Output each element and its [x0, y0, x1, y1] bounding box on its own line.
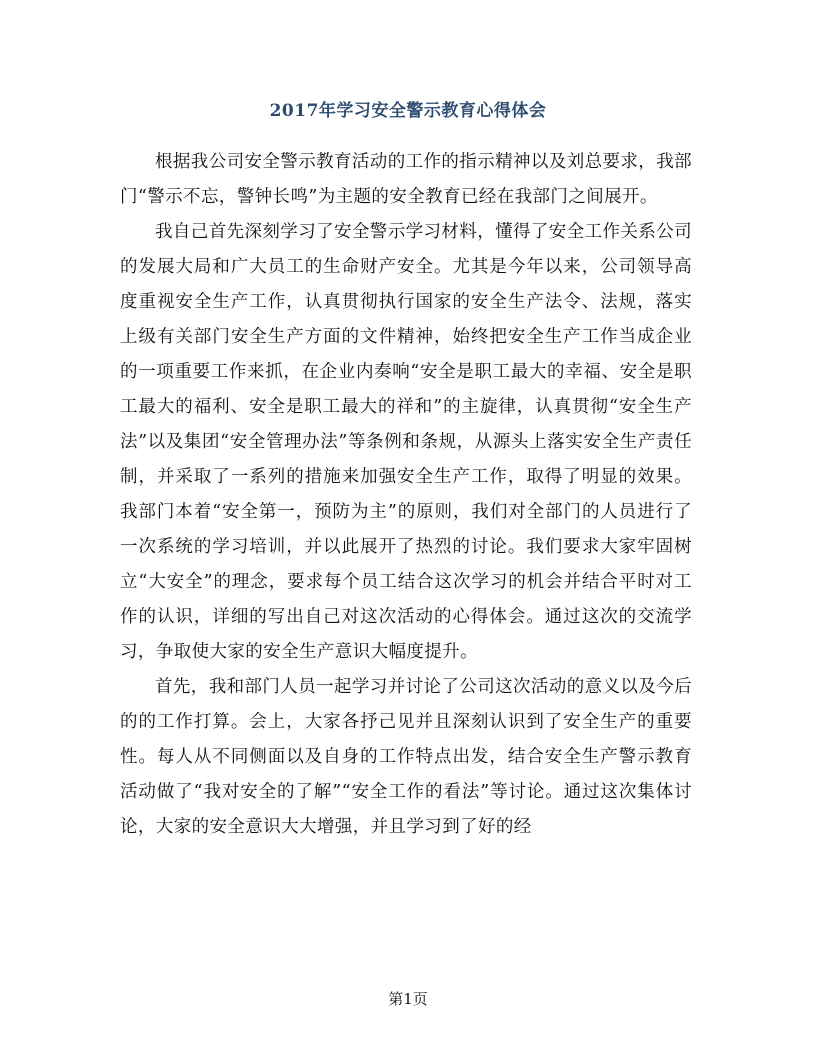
- paragraph-3: 首先，我和部门人员一起学习并讨论了公司这次活动的意义以及今后的的工作打算。会上，大家各抒己见并且深刻认识到了安全生产的重要性。每人从不同侧面以及自身的工作特点出发，结合安全生产警示教育活动做了“我对安全的了解”“安全工作的看法”等讨论。通过这次集体讨论，大家的安全意识大大增强，并且学习到了好的经: [120, 677, 692, 837]
- paragraph-1: 根据我公司安全警示教育活动的工作的指示精神以及刘总要求，我部门“警示不忘，警钟长鸣”为主题的安全教育已经在我部门之间展开。: [120, 152, 692, 207]
- paragraph-2: 我自己首先深刻学习了安全警示学习材料，懂得了安全工作关系公司的发展大局和广大员工的生命财产安全。尤其是今年以来，公司领导高度重视安全生产工作，认真贯彻执行国家的安全生产法令、法规，落实上级有关部门安全生产方面的文件精神，始终把安全生产工作当成企业的一项重要工作来抓，在企业内奏响“安全是职工最大的幸福、安全是职工最大的福利、安全是职工最大的祥和”的主旋律，认真贯彻“安全生产法”以及集团“安全管理办法”等条例和条规，从源头上落实安全生产责任制，并采取了一系列的措施来加强安全生产工作，取得了明显的效果。我部门本着“安全第一，预防为主”的原则，我们对全部门的人员进行了一次系统的学习培训，并以此展开了热烈的讨论。我们要求大家牢固树立“大安全”的理念，要求每个员工结合这次学习的机会并结合平时对工作的认识，详细的写出自己对这次活动的心得体会。通过这次的交流学习，争取使大家的安全生产意识大幅度提升。: [120, 222, 692, 662]
- page-number: 第1页: [388, 990, 428, 1008]
- document-body: [120, 145, 692, 845]
- document-title: 2017年学习安全警示教育心得体会: [269, 101, 547, 121]
